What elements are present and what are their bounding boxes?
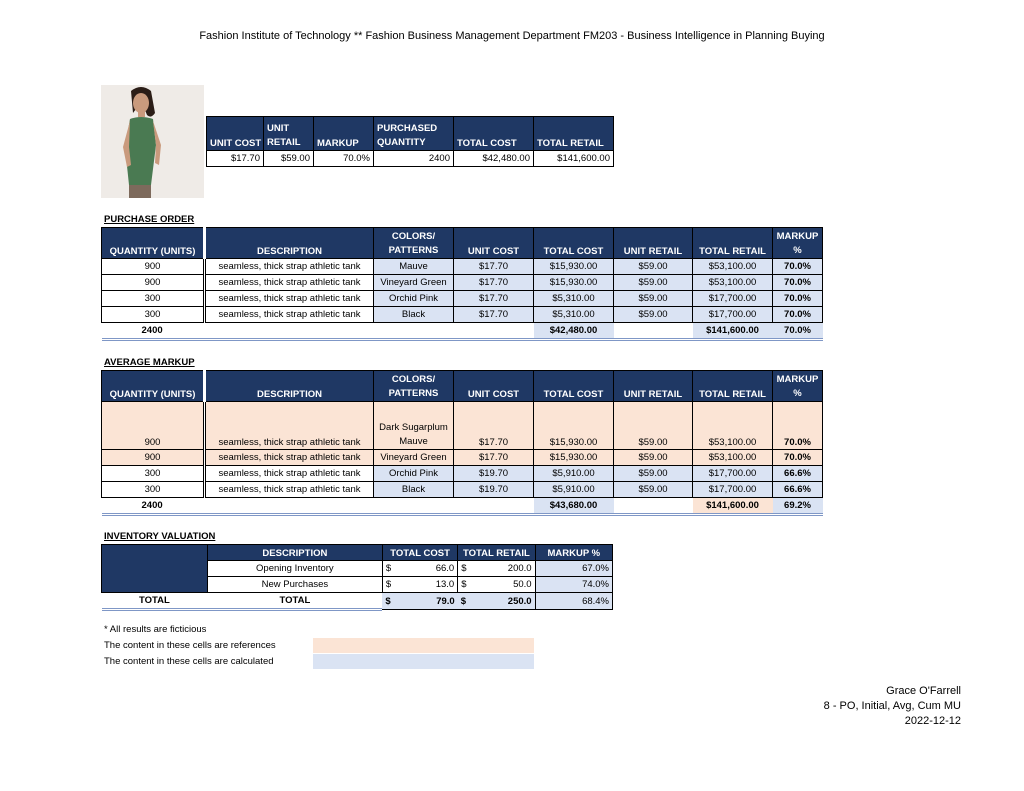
average-markup-heading: AVERAGE MARKUP	[104, 357, 195, 368]
table-row: 300 seamless, thick strap athletic tank Orchid Pink $19.70 $5,910.00 $59.00 $17,700.00 66.6%	[102, 466, 823, 482]
notes	[104, 622, 276, 670]
date: 2022-12-12	[904, 715, 961, 727]
col-total-retail: TOTAL RETAIL	[534, 117, 614, 151]
po-col-markup: MARKUP %	[773, 228, 823, 259]
iv-col-total-retail: TOTAL RETAIL	[458, 545, 535, 561]
table-row: 900 seamless, thick strap athletic tank Dark Sugarplum Mauve $17.70 $15,930.00 $59.00 $53,100.00 70.0%	[102, 402, 823, 450]
totals-row: 2400 $43,680.00 $141,600.00 69.2%	[102, 498, 823, 515]
am-col-description: DESCRIPTION	[205, 371, 374, 402]
product-image	[101, 85, 204, 198]
summary-markup: 70.0%	[314, 151, 374, 167]
totals-row: TOTAL TOTAL $ 79.0 $ 250.0 68.4%	[102, 593, 613, 610]
col-unit-cost: UNIT COST	[207, 117, 264, 151]
summary-quantity: 2400	[374, 151, 454, 167]
model-illustration	[101, 85, 204, 198]
table-row: 300 seamless, thick strap athletic tank Orchid Pink $17.70 $5,310.00 $59.00 $17,700.00 70.0%	[102, 291, 823, 307]
table-row: 300 seamless, thick strap athletic tank Black $17.70 $5,310.00 $59.00 $17,700.00 70.0%	[102, 307, 823, 323]
page-title: Fashion Institute of Technology ** Fashion Business Management Department FM203 - Business Intelligence in Planning Buying	[199, 30, 825, 42]
po-col-total-cost: TOTAL COST	[534, 228, 614, 259]
am-col-unit-cost: UNIT COST	[454, 371, 534, 402]
table-row: 900 seamless, thick strap athletic tank Vineyard Green $17.70 $15,930.00 $59.00 $53,100.00 70.0%	[102, 450, 823, 466]
am-col-markup: MARKUP %	[773, 371, 823, 402]
summary-total-cost: $42,480.00	[454, 151, 534, 167]
assignment-title: 8 - PO, Initial, Avg, Cum MU	[823, 700, 961, 712]
po-col-unit-cost: UNIT COST	[454, 228, 534, 259]
summary-unit-cost: $17.70	[207, 151, 264, 167]
am-col-total-cost: TOTAL COST	[534, 371, 614, 402]
table-row: 300 seamless, thick strap athletic tank Black $19.70 $5,910.00 $59.00 $17,700.00 66.6%	[102, 482, 823, 498]
summary-unit-retail: $59.00	[264, 151, 314, 167]
summary-table	[206, 116, 614, 167]
iv-col-description: DESCRIPTION	[207, 545, 382, 561]
average-markup-table	[101, 370, 823, 516]
po-col-unit-retail: UNIT RETAIL	[614, 228, 693, 259]
summary-total-retail: $141,600.00	[534, 151, 614, 167]
am-col-total-retail: TOTAL RETAIL	[693, 371, 773, 402]
author-name: Grace O'Farrell	[886, 685, 961, 697]
col-total-cost: TOTAL COST	[454, 117, 534, 151]
iv-col-markup: MARKUP %	[535, 545, 612, 561]
po-col-quantity: QUANTITY (UNITS)	[102, 228, 205, 259]
table-row: New Purchases $ 13.0 $ 50.0 74.0%	[102, 577, 613, 593]
po-col-description: DESCRIPTION	[205, 228, 374, 259]
calculated-color-swatch	[313, 654, 534, 669]
col-markup: MARKUP	[314, 117, 374, 151]
purchase-order-heading: PURCHASE ORDER	[104, 214, 195, 225]
footer	[824, 684, 961, 729]
note-calculated: The content in these cells are calculated	[104, 656, 274, 667]
po-col-colors: COLORS/ PATTERNS	[374, 228, 454, 259]
table-row: 900 seamless, thick strap athletic tank Mauve $17.70 $15,930.00 $59.00 $53,100.00 70.0%	[102, 259, 823, 275]
iv-col-total-cost: TOTAL COST	[382, 545, 457, 561]
table-row: Opening Inventory $ 66.0 $ 200.0 67.0%	[102, 561, 613, 577]
inventory-valuation-heading: INVENTORY VALUATION	[104, 531, 216, 542]
am-col-quantity: QUANTITY (UNITS)	[102, 371, 205, 402]
table-row: 900 seamless, thick strap athletic tank Vineyard Green $17.70 $15,930.00 $59.00 $53,100.00 70.0%	[102, 275, 823, 291]
note-references: The content in these cells are references	[104, 640, 276, 651]
col-unit-retail: UNIT RETAIL	[264, 117, 314, 151]
totals-row: 2400 $42,480.00 $141,600.00 70.0%	[102, 323, 823, 340]
purchase-order-table	[101, 227, 823, 341]
po-col-total-retail: TOTAL RETAIL	[693, 228, 773, 259]
am-col-colors: COLORS/ PATTERNS	[374, 371, 454, 402]
iv-label-block	[102, 545, 208, 593]
note-ficticious: * All results are ficticious	[104, 624, 207, 635]
col-purchased-quantity: PURCHASED QUANTITY	[374, 117, 454, 151]
reference-color-swatch	[313, 638, 534, 653]
inventory-valuation-table	[101, 544, 613, 611]
am-col-unit-retail: UNIT RETAIL	[614, 371, 693, 402]
